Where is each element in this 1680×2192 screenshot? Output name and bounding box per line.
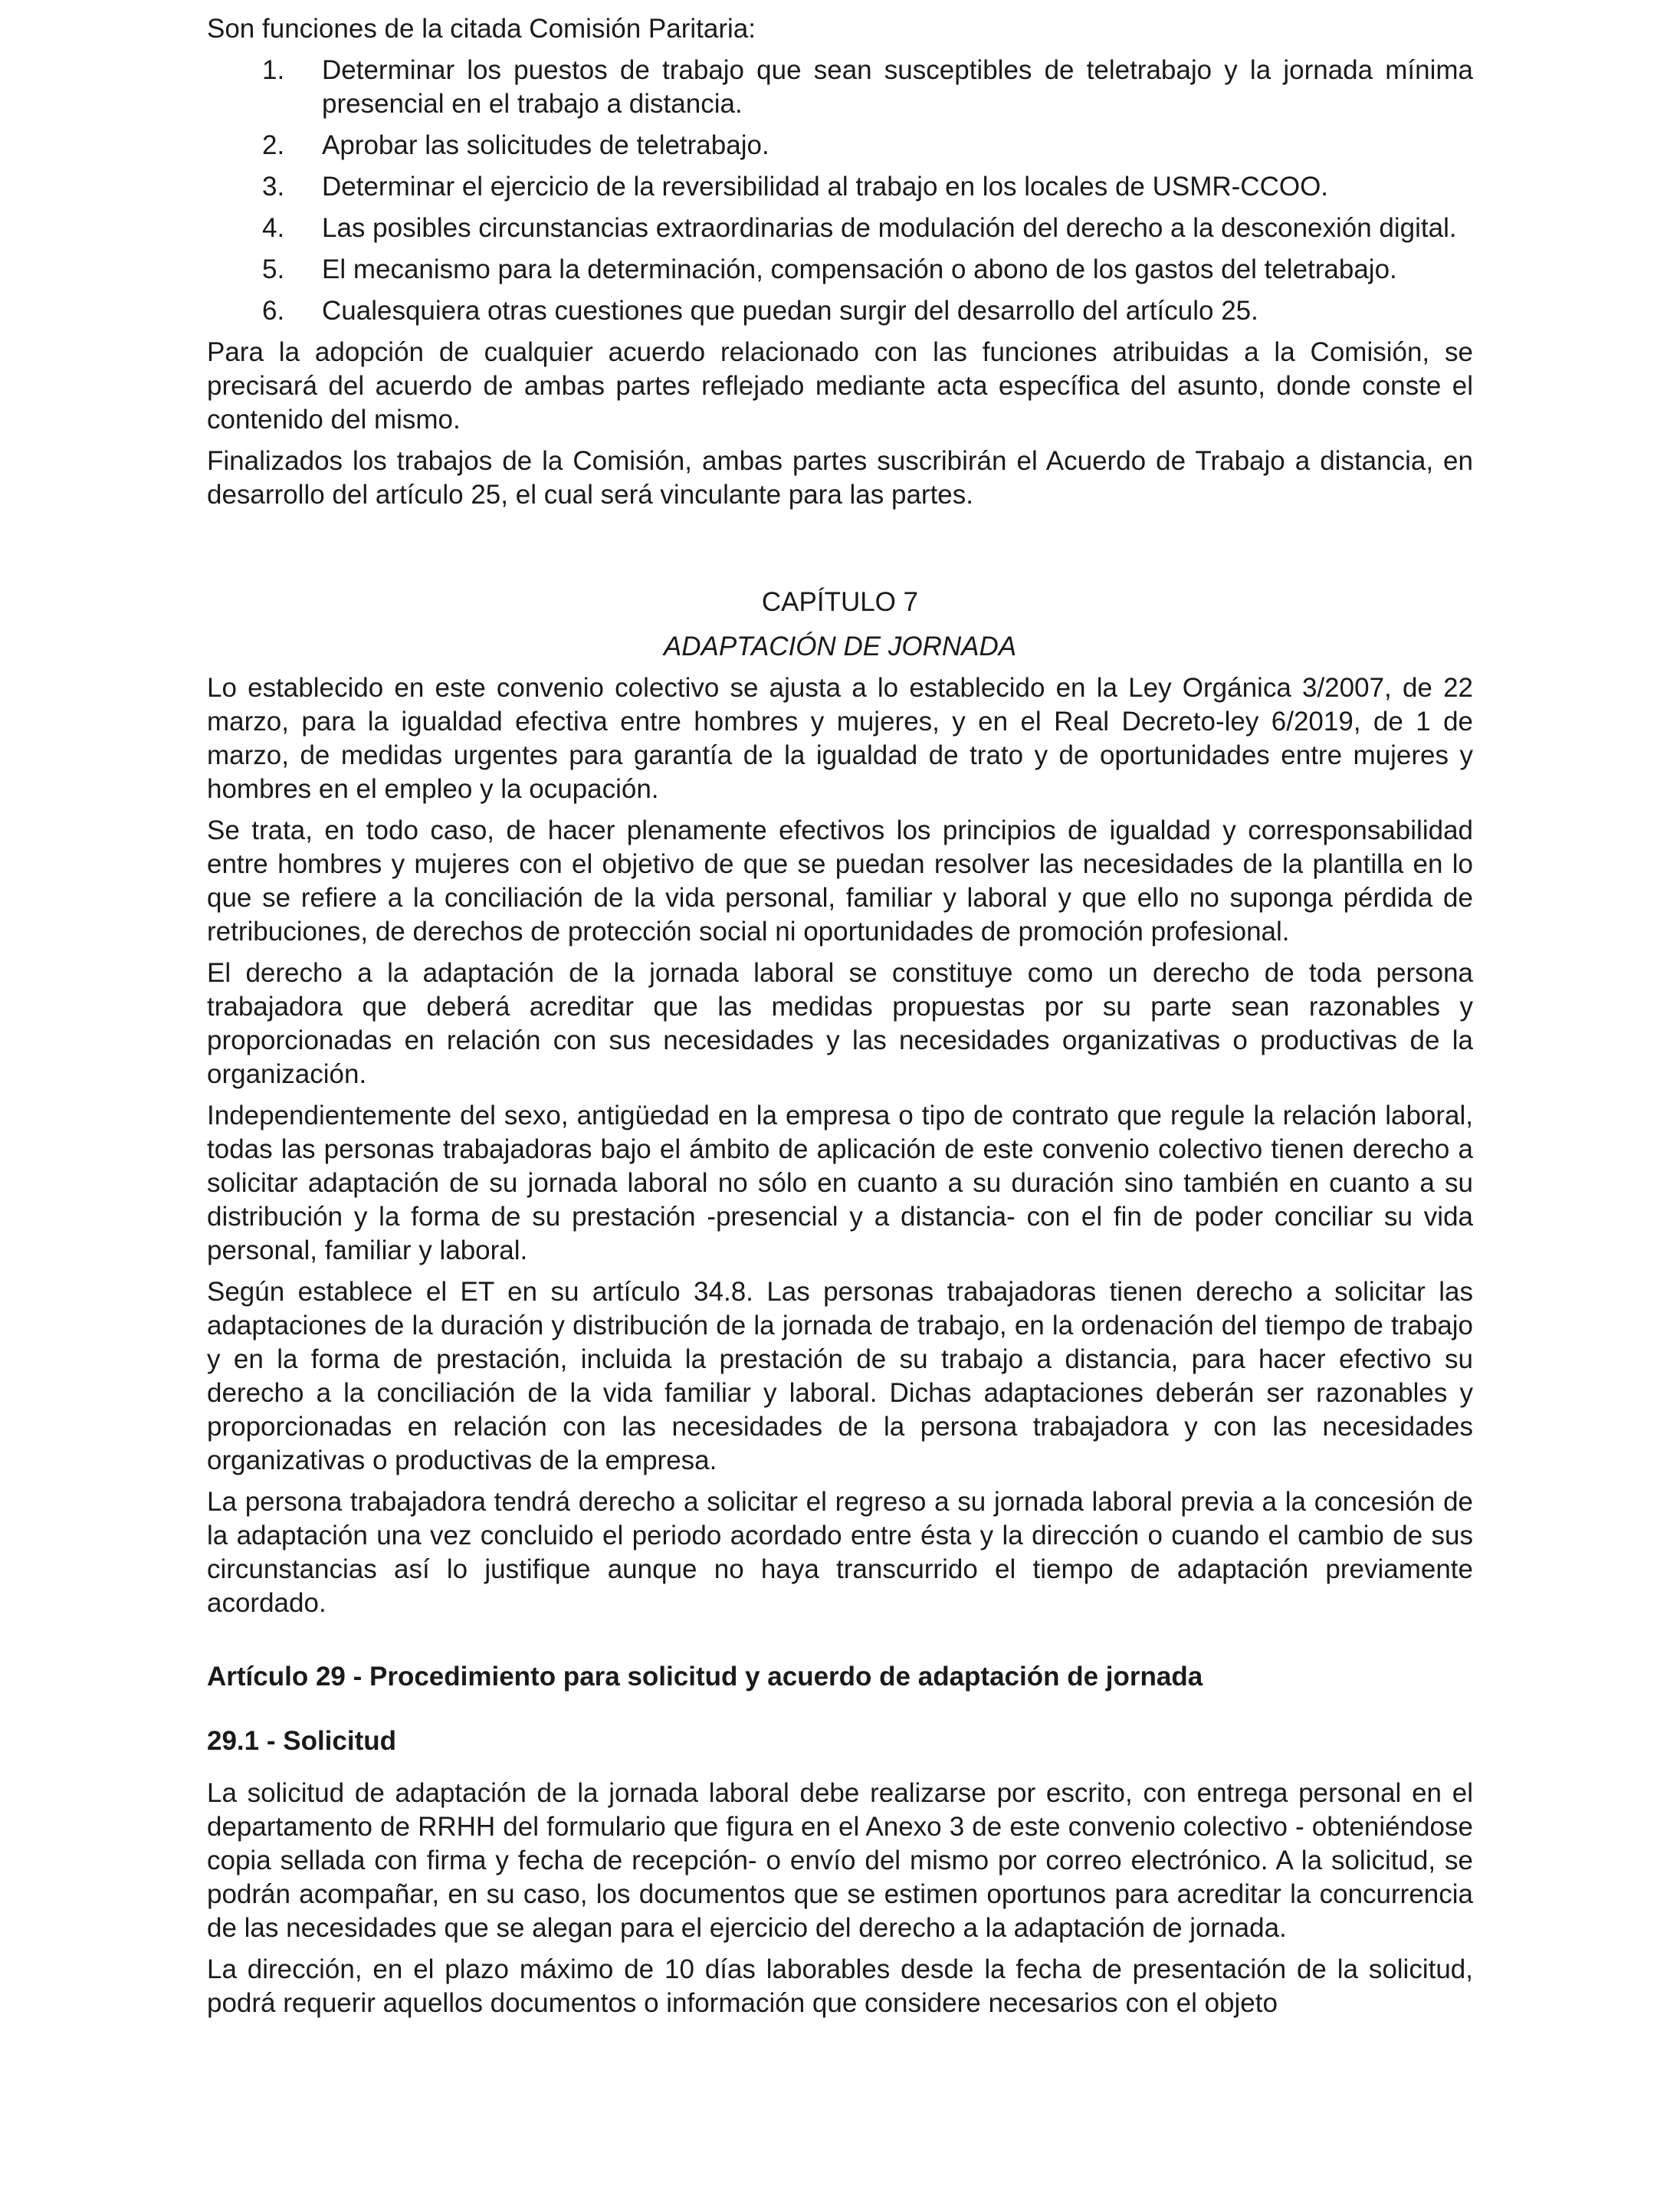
chapter-paragraph: Se trata, en todo caso, de hacer plenamente efectivos los principios de igualdad y corresponsabilidad entre hombres y mujeres con el objetivo de que se puedan resolver las necesidades de la plantilla en lo que se refiere a la conciliación de la vida personal, familiar y laboral y que ello no suponga pérdida de retribuciones, de derechos de protección social ni oportunidades de promoción profesional. [207, 815, 1473, 947]
document-page [207, 0, 1473, 2020]
list-item-number: 3. [262, 172, 285, 202]
list-item-number: 2. [262, 130, 285, 160]
chapter-paragraph: Independientemente del sexo, antigüedad en la empresa o tipo de contrato que regule la relación laboral, todas las personas trabajadoras bajo el ámbito de aplicación de este convenio colectivo tienen derecho a solicitar adaptación de su jornada laboral no sólo en cuanto a su duración sino también en cuanto a su distribución y la forma de su prestación -presencial y a distancia- con el fin de poder conciliar su vida personal, familiar y laboral. [207, 1101, 1473, 1265]
list-item [207, 54, 1473, 121]
paragraph-acuerdo: Para la adopción de cualquier acuerdo relacionado con las funciones atribuidas a la Comisión, se precisará del acuerdo de ambas partes reflejado mediante acta específica del asunto, donde conste el contenido del mismo. [207, 337, 1473, 435]
list-item-text: Aprobar las solicitudes de teletrabajo. [322, 130, 769, 160]
list-item-text: El mecanismo para la determinación, compensación o abono de los gastos del teletrabajo. [322, 254, 1397, 284]
section-title: 29.1 - Solicitud [207, 1726, 396, 1756]
intro-text: Son funciones de la citada Comisión Paritaria: [207, 14, 756, 44]
list-item-text: Determinar el ejercicio de la reversibilidad al trabajo en los locales de USMR-CCOO. [322, 172, 1329, 202]
list-item-text: Cualesquiera otras cuestiones que puedan surgir del desarrollo del artículo 25. [322, 296, 1258, 326]
list-item [207, 129, 1473, 162]
section-paragraph: La solicitud de adaptación de la jornada laboral debe realizarse por escrito, con entrega personal en el departamento de RRHH del formulario que figura en el Anexo 3 de este convenio colectivo - obteniéndose copia sellada con firma y fecha de recepción- o envío del mismo por correo electrónico. A la solicitud, se podrán acompañar, en su caso, los documentos que se estimen oportunos para acreditar la concurrencia de las necesidades que se alegan para el ejercicio del derecho a la adaptación de jornada. [207, 1778, 1473, 1943]
chapter-title: CAPÍTULO 7 [761, 587, 919, 617]
chapter-paragraph: Según establece el ET en su artículo 34.8. Las personas trabajadoras tienen derecho a solicitar las adaptaciones de la duración y distribución de la jornada de trabajo, en la ordenación del tiempo de trabajo y en la forma de prestación, incluida la prestación de su trabajo a distancia, para hacer efectivo su derecho a la conciliación de la vida familiar y laboral. Dichas adaptaciones deberán ser razonables y proporcionadas en relación con las necesidades de la persona trabajadora y con las necesidades organizativas o productivas de la empresa. [207, 1277, 1473, 1475]
list-item-number: 4. [262, 213, 285, 243]
chapter-paragraph: El derecho a la adaptación de la jornada laboral se constituye como un derecho de toda persona trabajadora que deberá acreditar que las medidas propuestas por su parte sean razonables y proporcionadas en relación con sus necesidades y las necesidades organizativas o productivas de la organización. [207, 958, 1473, 1089]
list-item-number: 1. [262, 55, 285, 85]
chapter-paragraph: Lo establecido en este convenio colectivo se ajusta a lo establecido en la Ley Orgánica 3/2007, de 22 marzo, para la igualdad efectiva entre hombres y mujeres, y en el Real Decreto-ley 6/2019, de 1 de marzo, de medidas urgentes para garantía de la igualdad de trato y de oportunidades entre mujeres y hombres en el empleo y la ocupación. [207, 673, 1473, 804]
list-item-number: 6. [262, 296, 285, 326]
article-title: Artículo 29 - Procedimiento para solicitud y acuerdo de adaptación de jornada [207, 1662, 1203, 1692]
chapter-subtitle: ADAPTACIÓN DE JORNADA [663, 632, 1017, 661]
functions-list [207, 54, 1473, 328]
paragraph-finalizados: Finalizados los trabajos de la Comisión, ambas partes suscribirán el Acuerdo de Trabajo a distancia, en desarrollo del artículo 25, el cual será vinculante para las partes. [207, 446, 1473, 510]
list-item [207, 294, 1473, 328]
list-item [207, 170, 1473, 204]
list-item [207, 253, 1473, 287]
list-item [207, 212, 1473, 245]
section-paragraph: La dirección, en el plazo máximo de 10 días laborables desde la fecha de presentación de la solicitud, podrá requerir aquellos documentos o información que considere necesarios con el objeto [207, 1954, 1473, 2018]
list-item-number: 5. [262, 254, 285, 284]
list-item-text: Determinar los puestos de trabajo que sean susceptibles de teletrabajo y la jornada mínima presencial en el trabajo a distancia. [322, 55, 1473, 119]
chapter-paragraph: La persona trabajadora tendrá derecho a solicitar el regreso a su jornada laboral previa a la concesión de la adaptación una vez concluido el periodo acordado entre ésta y la dirección o cuando el cambio de sus circunstancias así lo justifique aunque no haya transcurrido el tiempo de adaptación previamente acordado. [207, 1487, 1473, 1618]
list-item-text: Las posibles circunstancias extraordinarias de modulación del derecho a la desconexión digital. [322, 213, 1457, 243]
